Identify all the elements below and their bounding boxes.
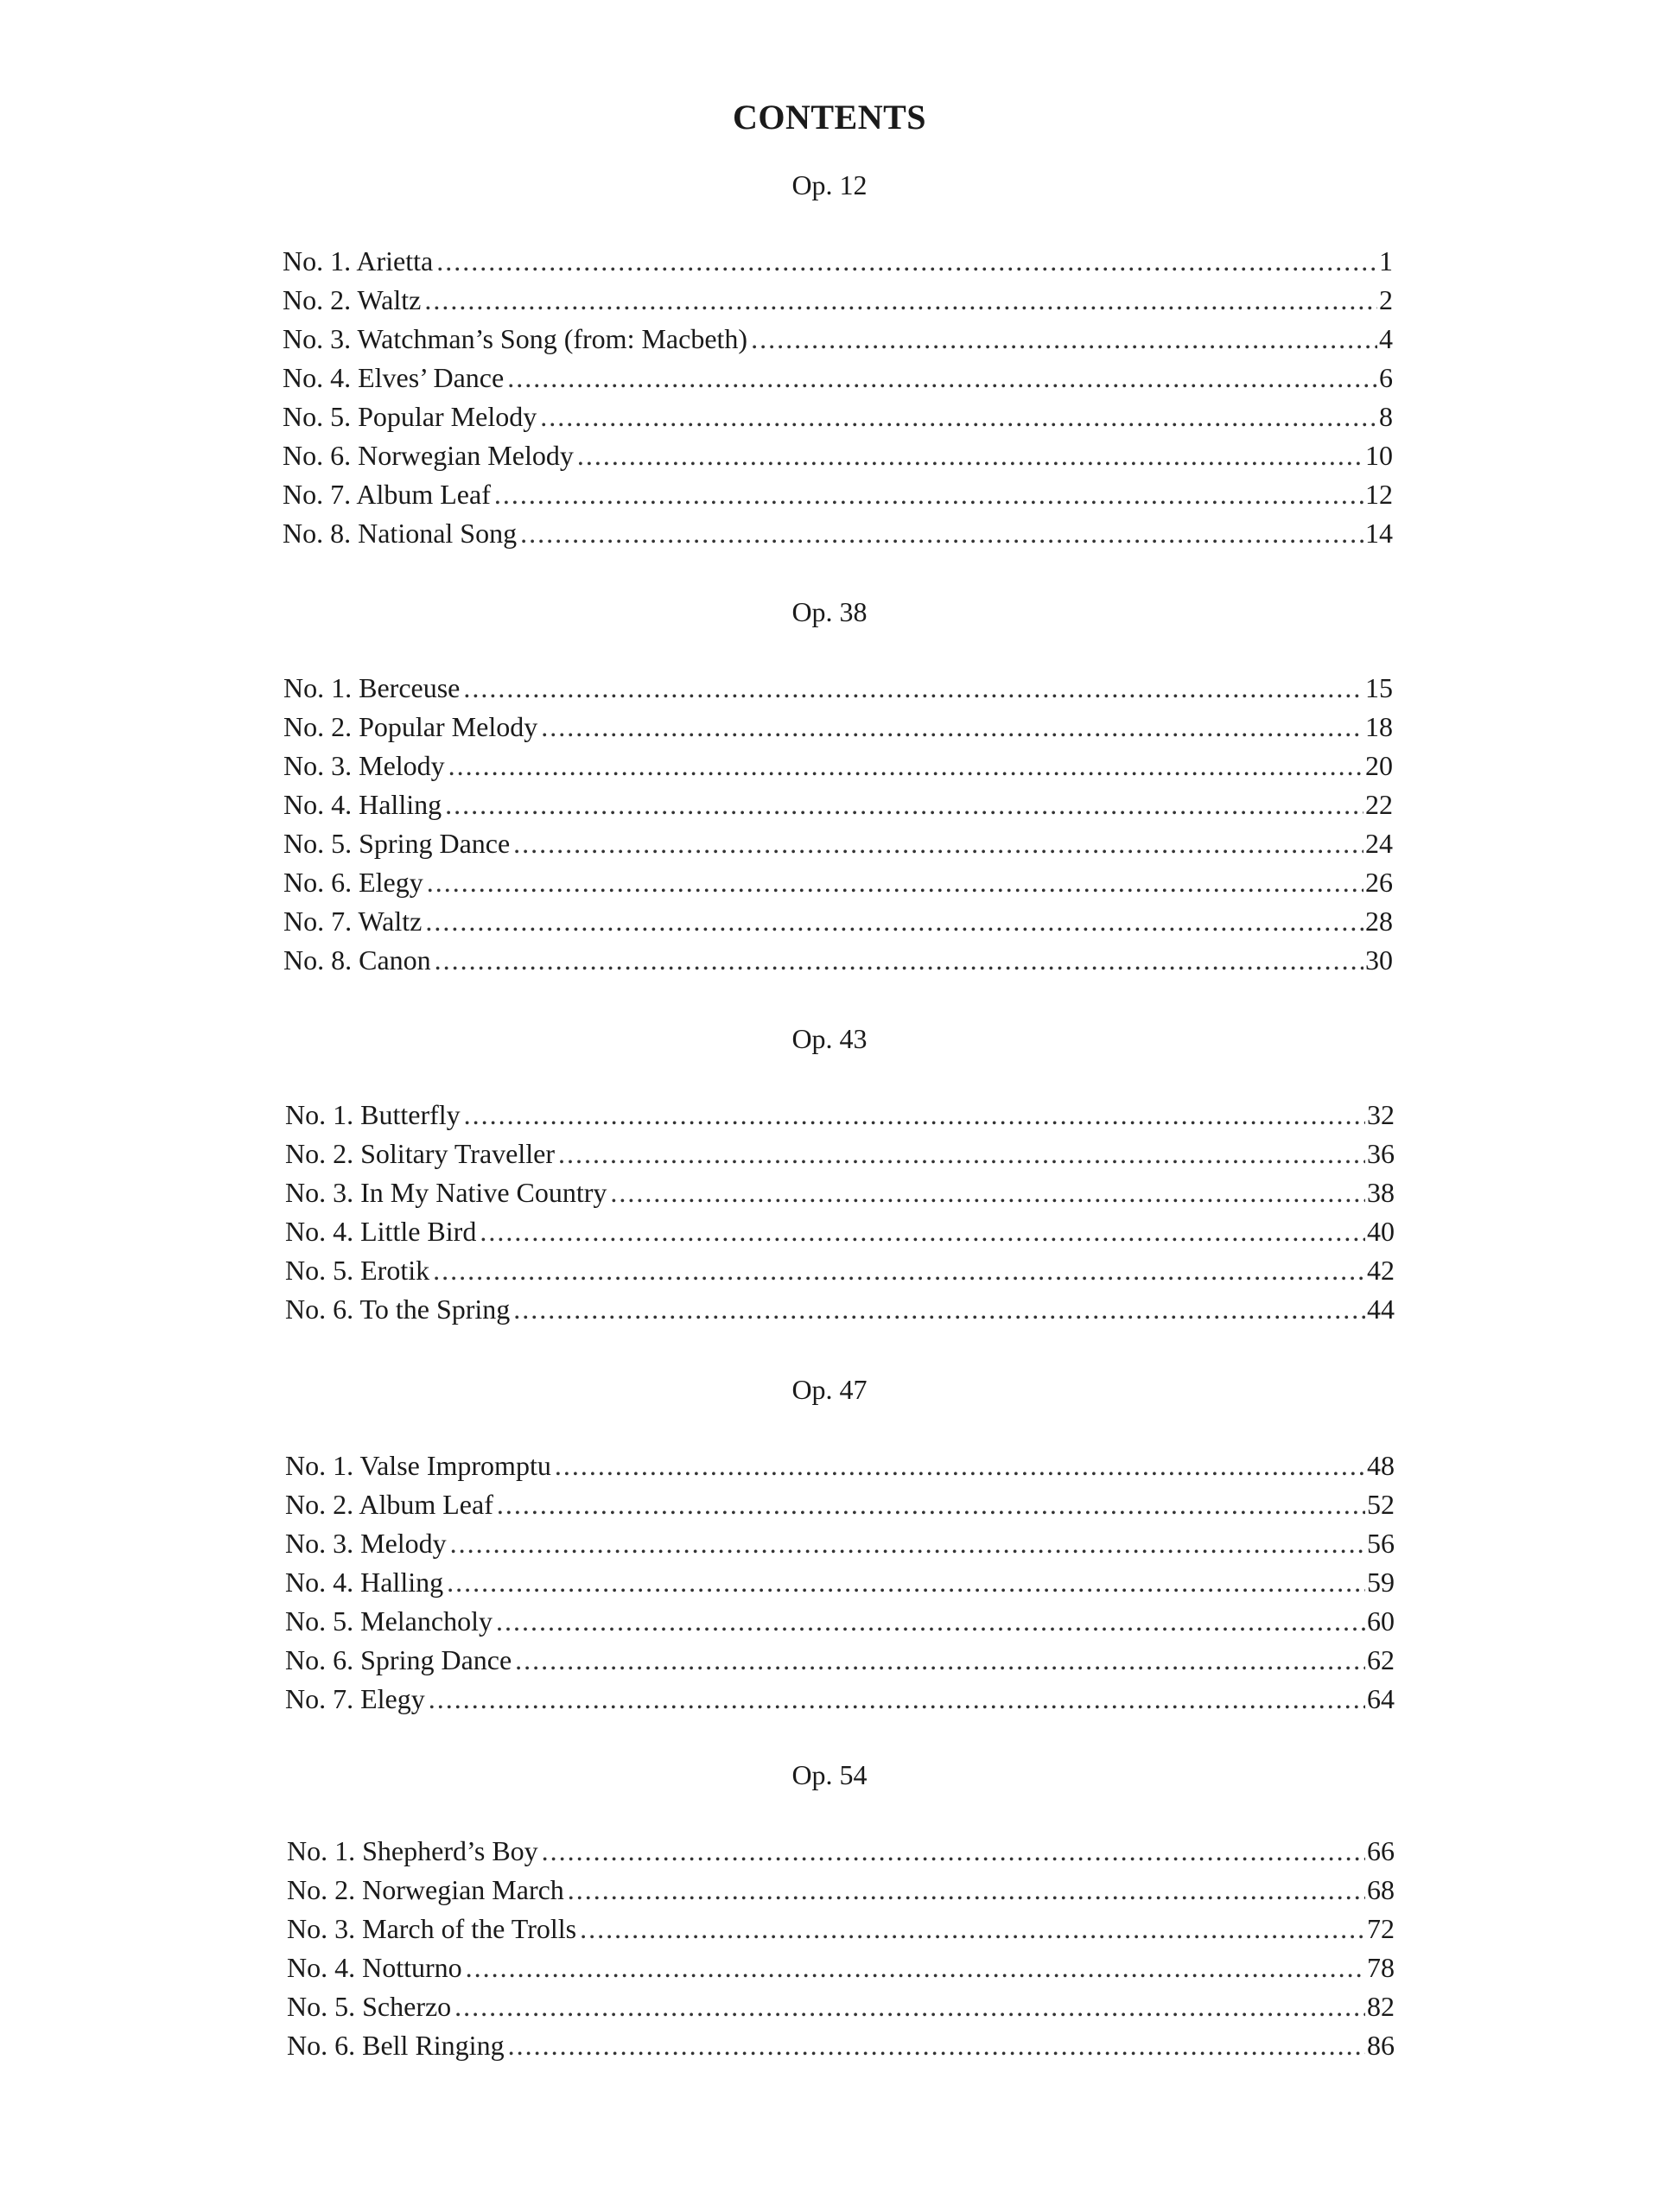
toc-entry-page-number: 62 bbox=[1367, 1644, 1395, 1675]
toc-entry-page-number: 78 bbox=[1367, 1952, 1395, 1983]
section-heading: Op. 12 bbox=[791, 169, 868, 200]
toc-entry bbox=[283, 941, 1393, 979]
dot-leader bbox=[580, 1910, 1365, 1948]
dot-leader bbox=[435, 941, 1363, 979]
toc-entry-title: No. 5. Scherzo bbox=[287, 1991, 452, 2022]
toc-entry-page-number: 26 bbox=[1365, 867, 1393, 898]
section-heading: Op. 43 bbox=[791, 1023, 868, 1054]
toc-entry-title: No. 2. Popular Melody bbox=[283, 711, 538, 742]
toc-entry bbox=[283, 397, 1393, 435]
toc-entry-page-number: 8 bbox=[1379, 401, 1393, 432]
toc-entry bbox=[283, 320, 1393, 358]
dot-leader bbox=[425, 902, 1363, 940]
toc-entry-title: No. 1. Butterfly bbox=[285, 1099, 461, 1130]
toc-entry-title: No. 8. National Song bbox=[283, 518, 518, 549]
toc-entry-title: No. 2. Album Leaf bbox=[285, 1489, 493, 1520]
toc-entry-page-number: 32 bbox=[1367, 1099, 1395, 1130]
dot-leader bbox=[513, 824, 1363, 862]
dot-leader bbox=[508, 2026, 1365, 2064]
toc-entry bbox=[285, 1563, 1395, 1601]
toc-entry bbox=[287, 2026, 1395, 2064]
toc-entry bbox=[283, 475, 1393, 513]
toc-entry-page-number: 1 bbox=[1379, 245, 1393, 276]
toc-entry-page-number: 44 bbox=[1367, 1294, 1395, 1325]
toc-entry bbox=[287, 1910, 1395, 1948]
toc-entry-title: No. 1. Berceuse bbox=[283, 672, 461, 703]
toc-entry-page-number: 48 bbox=[1367, 1450, 1395, 1481]
toc-entry-title: No. 3. Watchman’s Song (from: Macbeth) bbox=[283, 323, 748, 354]
toc-entry bbox=[285, 1680, 1395, 1718]
dot-leader bbox=[610, 1173, 1365, 1211]
toc-entry-title: No. 6. Elegy bbox=[283, 867, 423, 898]
dot-leader bbox=[447, 1563, 1365, 1601]
toc-entry-title: No. 4. Notturno bbox=[287, 1952, 462, 1983]
dot-leader bbox=[541, 708, 1363, 746]
toc-entry bbox=[285, 1135, 1395, 1173]
dot-leader bbox=[540, 397, 1377, 435]
toc-entry bbox=[283, 281, 1393, 319]
dot-leader bbox=[542, 1832, 1365, 1870]
toc-entry bbox=[285, 1641, 1395, 1679]
toc-entry-page-number: 68 bbox=[1367, 1874, 1395, 1905]
toc-entry bbox=[285, 1485, 1395, 1523]
dot-leader bbox=[445, 785, 1363, 823]
toc-entry-page-number: 14 bbox=[1365, 518, 1393, 549]
section-heading: Op. 38 bbox=[791, 596, 868, 627]
toc-entry-title: No. 8. Canon bbox=[283, 944, 431, 976]
toc-entry bbox=[283, 824, 1393, 862]
toc-entry-title: No. 5. Melancholy bbox=[285, 1605, 493, 1637]
dot-leader bbox=[424, 281, 1377, 319]
toc-entry-page-number: 66 bbox=[1367, 1835, 1395, 1866]
toc-entry-page-number: 64 bbox=[1367, 1683, 1395, 1714]
toc-entry-page-number: 6 bbox=[1379, 362, 1393, 393]
dot-leader bbox=[513, 1290, 1365, 1328]
toc-entry bbox=[285, 1096, 1395, 1134]
dot-leader bbox=[507, 359, 1377, 397]
toc-entry bbox=[283, 242, 1393, 280]
toc-entry-page-number: 10 bbox=[1365, 440, 1393, 471]
toc-entry bbox=[287, 1832, 1395, 1870]
dot-leader bbox=[480, 1212, 1365, 1250]
dot-leader bbox=[427, 863, 1363, 901]
toc-entry-title: No. 3. Melody bbox=[283, 750, 445, 781]
page-title: CONTENTS bbox=[732, 98, 927, 137]
toc-entry-page-number: 42 bbox=[1367, 1255, 1395, 1286]
toc-entry-title: No. 7. Album Leaf bbox=[283, 479, 491, 510]
toc-entry-title: No. 1. Arietta bbox=[283, 245, 434, 276]
toc-entry-title: No. 4. Halling bbox=[283, 789, 442, 820]
section-heading: Op. 54 bbox=[791, 1759, 868, 1790]
toc-entry bbox=[285, 1173, 1395, 1211]
toc-entry-title: No. 4. Elves’ Dance bbox=[283, 362, 505, 393]
dot-leader bbox=[448, 747, 1363, 785]
dot-leader bbox=[515, 1641, 1365, 1679]
dot-leader bbox=[497, 1485, 1365, 1523]
dot-leader bbox=[463, 669, 1363, 707]
toc-entry-title: No. 3. In My Native Country bbox=[285, 1177, 607, 1208]
toc-entry-page-number: 12 bbox=[1365, 479, 1393, 510]
toc-entry-title: No. 4. Little Bird bbox=[285, 1216, 477, 1247]
toc-entry-page-number: 40 bbox=[1367, 1216, 1395, 1247]
toc-entry-page-number: 22 bbox=[1365, 789, 1393, 820]
toc-entry bbox=[283, 863, 1393, 901]
dot-leader bbox=[454, 1987, 1365, 2025]
toc-entry-page-number: 24 bbox=[1365, 828, 1393, 859]
toc-entry-page-number: 82 bbox=[1367, 1991, 1395, 2022]
toc-entry-page-number: 18 bbox=[1365, 711, 1393, 742]
dot-leader bbox=[433, 1251, 1365, 1289]
toc-entry bbox=[283, 708, 1393, 746]
toc-entry-title: No. 2. Solitary Traveller bbox=[285, 1138, 555, 1169]
dot-leader bbox=[429, 1680, 1365, 1718]
dot-leader bbox=[555, 1446, 1365, 1484]
toc-entry-page-number: 60 bbox=[1367, 1605, 1395, 1637]
toc-entry bbox=[283, 785, 1393, 823]
toc-entry bbox=[283, 747, 1393, 785]
toc-entry-title: No. 6. To the Spring bbox=[285, 1294, 511, 1325]
toc-entry-page-number: 28 bbox=[1365, 906, 1393, 937]
dot-leader bbox=[496, 1602, 1365, 1640]
toc-entry-title: No. 5. Erotik bbox=[285, 1255, 430, 1286]
toc-entry-title: No. 7. Elegy bbox=[285, 1683, 425, 1714]
toc-entry-page-number: 52 bbox=[1367, 1489, 1395, 1520]
toc-entry-title: No. 6. Norwegian Melody bbox=[283, 440, 574, 471]
dot-leader bbox=[494, 475, 1363, 513]
toc-entry bbox=[285, 1524, 1395, 1562]
toc-entry-page-number: 56 bbox=[1367, 1528, 1395, 1559]
toc-entry bbox=[283, 436, 1393, 474]
toc-entry bbox=[283, 669, 1393, 707]
dot-leader bbox=[520, 514, 1363, 552]
toc-entry-page-number: 86 bbox=[1367, 2030, 1395, 2061]
section-heading: Op. 47 bbox=[791, 1374, 868, 1405]
toc-entry-title: No. 5. Spring Dance bbox=[283, 828, 511, 859]
toc-entry-page-number: 59 bbox=[1367, 1567, 1395, 1598]
dot-leader bbox=[577, 436, 1363, 474]
toc-entry-title: No. 6. Spring Dance bbox=[285, 1644, 512, 1675]
toc-entry bbox=[283, 902, 1393, 940]
toc-entry-page-number: 15 bbox=[1365, 672, 1393, 703]
toc-entry-title: No. 2. Norwegian March bbox=[287, 1874, 564, 1905]
toc-entry-page-number: 4 bbox=[1379, 323, 1393, 354]
toc-entry bbox=[283, 359, 1393, 397]
toc-entry-title: No. 3. Melody bbox=[285, 1528, 447, 1559]
dot-leader bbox=[568, 1871, 1365, 1909]
toc-entry-page-number: 20 bbox=[1365, 750, 1393, 781]
dot-leader bbox=[558, 1135, 1365, 1173]
dot-leader bbox=[450, 1524, 1365, 1562]
toc-entry-page-number: 38 bbox=[1367, 1177, 1395, 1208]
toc-entry-title: No. 1. Valse Impromptu bbox=[285, 1450, 551, 1481]
dot-leader bbox=[436, 242, 1377, 280]
dot-leader bbox=[466, 1948, 1365, 1986]
toc-entry bbox=[285, 1251, 1395, 1289]
toc-entry bbox=[287, 1948, 1395, 1986]
toc-entry bbox=[287, 1871, 1395, 1909]
toc-entry bbox=[285, 1602, 1395, 1640]
toc-entry bbox=[285, 1290, 1395, 1328]
toc-entry-title: No. 7. Waltz bbox=[283, 906, 423, 937]
toc-entry bbox=[285, 1212, 1395, 1250]
toc-entry-title: No. 3. March of the Trolls bbox=[287, 1913, 577, 1944]
toc-entry bbox=[283, 514, 1393, 552]
toc-entry-title: No. 5. Popular Melody bbox=[283, 401, 537, 432]
toc-entry-title: No. 2. Waltz bbox=[283, 284, 422, 315]
toc-entry bbox=[287, 1987, 1395, 2025]
toc-entry-title: No. 1. Shepherd’s Boy bbox=[287, 1835, 538, 1866]
toc-entry-page-number: 30 bbox=[1365, 944, 1393, 976]
dot-leader bbox=[751, 320, 1377, 358]
toc-entry-page-number: 72 bbox=[1367, 1913, 1395, 1944]
toc-entry-title: No. 6. Bell Ringing bbox=[287, 2030, 505, 2061]
toc-entry-page-number: 36 bbox=[1367, 1138, 1395, 1169]
toc-entry-title: No. 4. Halling bbox=[285, 1567, 444, 1598]
toc-entry-page-number: 2 bbox=[1379, 284, 1393, 315]
dot-leader bbox=[464, 1096, 1365, 1134]
toc-entry bbox=[285, 1446, 1395, 1484]
